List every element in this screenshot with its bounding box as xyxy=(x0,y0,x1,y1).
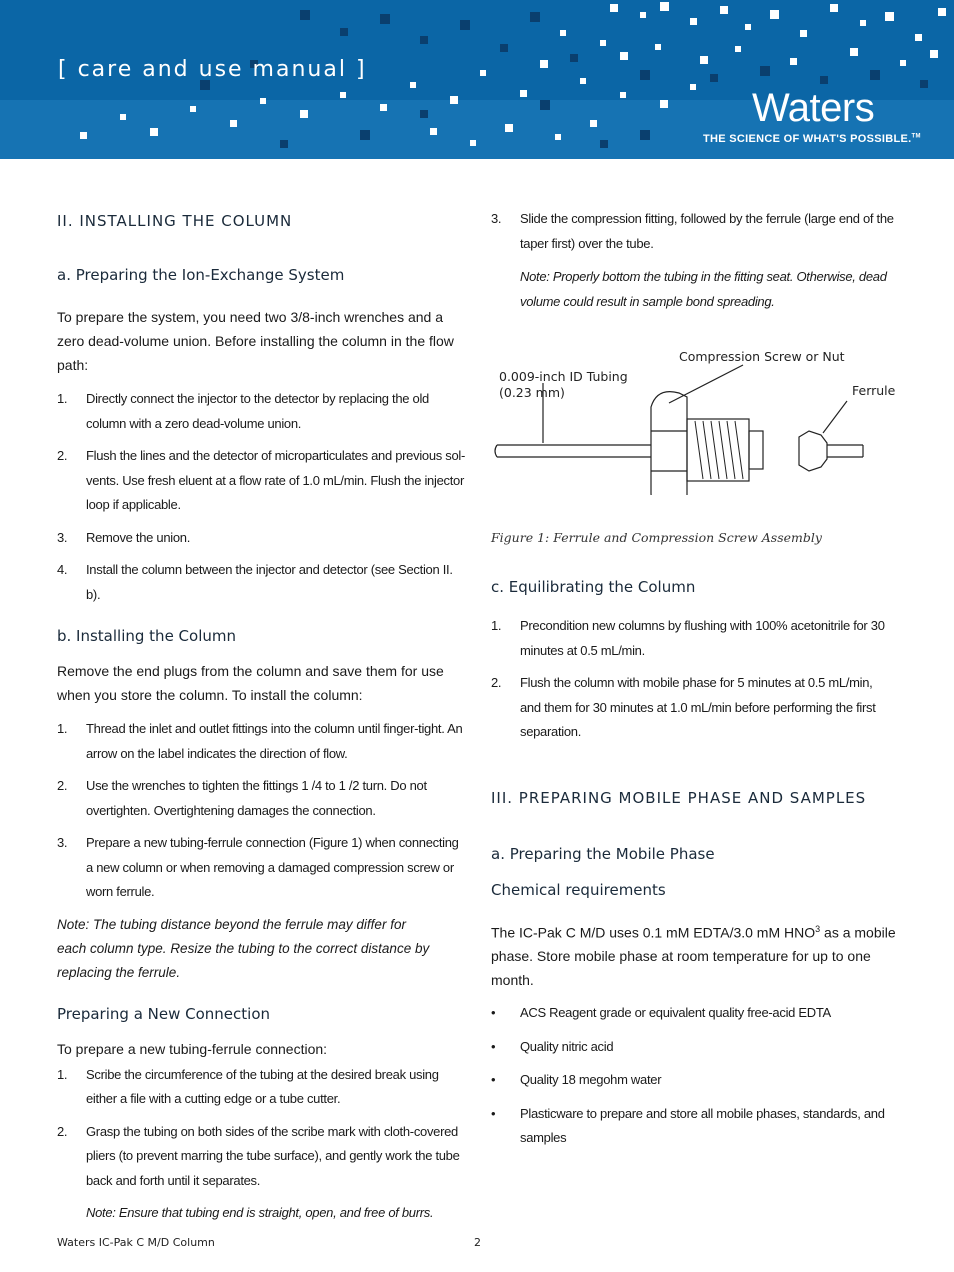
list-number: 2. xyxy=(57,1123,68,1139)
intro-preparing-system: To prepare the system, you need two 3/8-inch wrenches and a zero dead-volume union. Before installing the column in the flow path: xyxy=(57,309,454,373)
ferrule-diagram xyxy=(491,345,896,495)
list-number: 1. xyxy=(57,1066,68,1082)
list-item xyxy=(57,717,467,766)
intro-subscript: 3 xyxy=(815,923,821,934)
list-text: Remove the union. xyxy=(86,529,191,545)
list-item xyxy=(57,387,467,436)
bullet-icon: • xyxy=(491,1072,496,1088)
manual-title: [ care and use manual ] xyxy=(58,57,367,82)
list-text: Plasticware to prepare and store all mobile phases, standards, and samples xyxy=(520,1105,885,1146)
list-item xyxy=(491,1035,896,1060)
list-number: 1. xyxy=(57,391,68,406)
list-text: Flush the lines and the detector of microparticulates and previous sol-vents. Use fresh eluent at a flow rate of 1.0 mL/min. Flush the injector loop if applicable. xyxy=(86,448,466,512)
list-text: Quality 18 megohm water xyxy=(520,1072,662,1088)
list-item xyxy=(491,1001,896,1026)
list-item xyxy=(57,831,467,905)
note-tubing-distance: Note: The tubing distance beyond the ferrule may differ for each column type. Resize the tubing to the correct distance by replacing the ferrule. xyxy=(57,916,430,980)
intro-mobile-phase xyxy=(491,917,896,993)
right-column-top xyxy=(491,200,896,314)
list-number: 2. xyxy=(57,448,68,463)
tagline xyxy=(703,133,921,145)
list-text: Grasp the tubing on both sides of the scribe mark with cloth-covered pliers (to prevent marring the tube surface), and gently work the tube back and forth until it separates. xyxy=(86,1123,460,1188)
list-number: 2. xyxy=(57,778,68,793)
label-tubing-line2: (0.23 mm) xyxy=(499,385,565,400)
list-preparing-system xyxy=(57,387,467,607)
list-item xyxy=(57,526,467,551)
intro-new-connection: To prepare a new tubing-ferrule connection: xyxy=(57,1040,328,1057)
footer-product: Waters IC-Pak C M/D Column xyxy=(57,1236,215,1249)
label-compression-screw: Compression Screw or Nut xyxy=(679,349,845,364)
list-slide-fitting xyxy=(491,207,896,256)
left-column xyxy=(57,200,467,1226)
label-tubing-line1: 0.009-inch ID Tubing xyxy=(499,369,628,384)
page-number: 2 xyxy=(474,1236,481,1249)
heading-preparing-mobile-phase: a. Preparing the Mobile Phase xyxy=(491,844,715,863)
tagline-text: THE SCIENCE OF WHAT'S POSSIBLE. xyxy=(703,133,912,145)
list-text: ACS Reagent grade or equivalent quality free-acid EDTA xyxy=(520,1005,831,1021)
intro-installing-column: Remove the end plugs from the column and save them for use when you store the column. To install the column: xyxy=(57,663,444,703)
list-installing-column xyxy=(57,717,467,905)
list-text: Precondition new columns by flushing with 100% acetonitrile for 30 minutes at 0.5 mL/min. xyxy=(520,618,885,658)
heading-preparing-system: a. Preparing the Ion-Exchange System xyxy=(57,266,345,284)
list-equilibrating xyxy=(491,614,896,745)
heading-installing-column: b. Installing the Column xyxy=(57,627,237,645)
note-bottom-tubing: Note: Properly bottom the tubing in the fitting seat. Otherwise, dead volume could result in sample bond spreading. xyxy=(520,269,887,309)
list-text: Prepare a new tubing-ferrule connection (Figure 1) when connecting a new column or when removing a damaged compression screw or worn ferrule. xyxy=(86,835,459,899)
list-item xyxy=(57,1120,467,1194)
section-title-installing: II. INSTALLING THE COLUMN xyxy=(57,212,293,230)
list-number: 3. xyxy=(57,835,68,850)
list-text: Quality nitric acid xyxy=(520,1038,614,1054)
list-text: Scribe the circumference of the tubing at the desired break using either a file with a cutting edge or a tube cutter. xyxy=(86,1066,439,1106)
list-item xyxy=(491,671,896,745)
list-number: 2. xyxy=(491,675,502,690)
bullet-icon: • xyxy=(491,1005,496,1021)
list-text: Use the wrenches to tighten the fittings 1 /4 to 1 /2 turn. Do not overtighten. Overtightening damages the connection. xyxy=(86,778,427,818)
list-number: 1. xyxy=(491,618,502,633)
heading-new-connection: Preparing a New Connection xyxy=(57,1004,271,1023)
list-text: Flush the column with mobile phase for 5 minutes at 0.5 mL/min, and them for 30 minutes at 1.0 mL/min before performing the first separation. xyxy=(520,675,876,739)
list-item xyxy=(57,444,467,518)
label-ferrule: Ferrule xyxy=(852,383,896,398)
intro-text-2: as a mobile phase. Store mobile phase at room temperature for up to one month. xyxy=(491,924,896,989)
heading-equilibrating: c. Equilibrating the Column xyxy=(491,578,696,596)
list-text: Install the column between the injector and detector (see Section II. b). xyxy=(86,562,453,602)
list-number: 4. xyxy=(57,562,68,577)
waters-logo: Waters xyxy=(752,86,875,130)
ferrule-figure xyxy=(491,345,896,495)
intro-text-1: The IC-Pak C M/D uses 0.1 mM EDTA/3.0 mM HNO xyxy=(491,924,816,941)
list-chemical-requirements xyxy=(491,1001,896,1151)
list-item xyxy=(57,1063,467,1112)
note-tubing-end: Note: Ensure that tubing end is straight, open, and free of burrs. xyxy=(86,1205,434,1220)
list-text: Slide the compression fitting, followed by the ferrule (large end of the taper first) over the tube. xyxy=(520,211,894,251)
right-column-bottom xyxy=(491,578,896,1151)
section-title-mobile-phase: III. PREPARING MOBILE PHASE AND SAMPLES xyxy=(491,788,867,807)
figure-caption: Figure 1: Ferrule and Compression Screw Assembly xyxy=(491,530,822,545)
header-banner xyxy=(0,0,954,159)
list-item xyxy=(57,774,467,823)
list-item xyxy=(491,207,896,256)
list-number: 3. xyxy=(491,211,502,226)
list-text: Directly connect the injector to the detector by replacing the old column with a zero dead-volume union. xyxy=(86,391,429,431)
list-number: 1. xyxy=(57,721,68,736)
heading-chemical-requirements: Chemical requirements xyxy=(491,880,666,899)
bullet-icon: • xyxy=(491,1038,496,1054)
list-item xyxy=(491,614,896,663)
list-number: 3. xyxy=(57,529,68,545)
bullet-icon: • xyxy=(491,1105,496,1121)
list-text: Thread the inlet and outlet fittings into the column until finger-tight. An arrow on the label indicates the direction of flow. xyxy=(86,721,463,761)
list-item xyxy=(491,1068,896,1093)
trademark-mark: TM xyxy=(911,133,921,140)
list-new-connection xyxy=(57,1063,467,1194)
list-item xyxy=(491,1102,896,1151)
list-item xyxy=(57,558,467,607)
